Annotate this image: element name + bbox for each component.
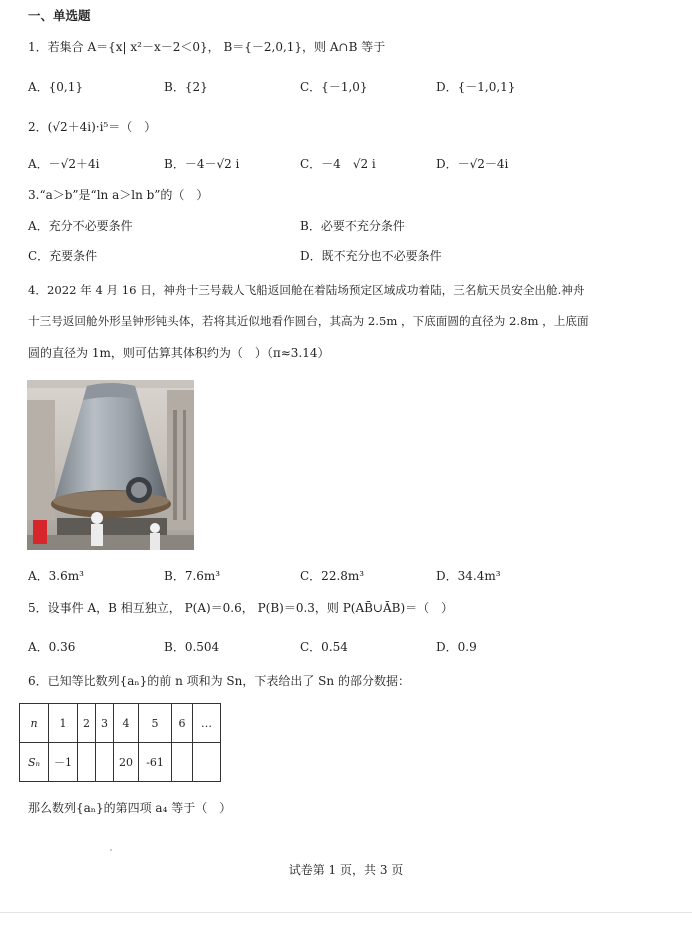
question-5-option-c: C．0.54 (300, 640, 348, 654)
table-cell: -61 (139, 743, 172, 782)
sequence-data-table (19, 703, 221, 782)
table-cell (193, 743, 221, 782)
section-title: 一、单选题 (28, 8, 91, 23)
stray-mark (110, 849, 112, 851)
table-row (20, 704, 221, 743)
question-4-option-a: A．3.6m³ (28, 569, 84, 583)
question-2-option-b: B．－4－√2 i (164, 157, 240, 171)
table-cell: n (20, 704, 49, 743)
table-cell (172, 743, 193, 782)
question-3-option-d: D．既不充分也不必要条件 (300, 249, 442, 263)
question-2-option-a: A．－√2＋4i (28, 157, 100, 171)
question-5-option-a: A．0.36 (28, 640, 76, 654)
table-cell: 1 (49, 704, 78, 743)
question-4-option-b: B．7.6m³ (164, 569, 221, 583)
question-4-stem-line-2: 十三号返回舱外形呈钟形钝头体，若将其近似地看作圆台，其高为 2.5m ，下底面圆的直径为 2.8m ，上底面 (28, 314, 589, 328)
return-capsule-photo (27, 380, 194, 550)
question-6-stem: 6．已知等比数列{aₙ}的前 n 项和为 Sn，下表给出了 Sn 的部分数据： (28, 674, 410, 688)
question-4-option-d: D．34.4m³ (436, 569, 501, 583)
table-cell: 3 (96, 704, 114, 743)
question-1-option-c: C．{－1,0} (300, 80, 368, 94)
divider (0, 912, 692, 913)
question-6-followup: 那么数列{aₙ}的第四项 a₄ 等于（ ） (28, 801, 232, 815)
table-cell: 20 (114, 743, 139, 782)
question-2-option-d: D．－√2－4i (436, 157, 509, 171)
question-5-option-d: D．0.9 (436, 640, 477, 654)
question-5-stem: 5．设事件 A，B 相互独立， P(A)＝0.6， P(B)＝0.3，则 P(AB̄∪ĀB)＝（ ） (28, 601, 454, 615)
table-cell: … (193, 704, 221, 743)
table-cell (96, 743, 114, 782)
question-3-stem: 3.“a＞b”是“ln a＞ln b”的（ ） (28, 188, 209, 202)
table-cell: 5 (139, 704, 172, 743)
question-2-stem: 2．(√2＋4i)·i⁵＝（ ） (28, 120, 157, 134)
question-5-option-b: B．0.504 (164, 640, 220, 654)
question-4-stem-line-3: 圆的直径为 1m，则可估算其体积约为（ ）（π≈3.14） (28, 346, 330, 360)
table-cell: 2 (78, 704, 96, 743)
question-4-option-c: C．22.8m³ (300, 569, 365, 583)
table-cell: －1 (49, 743, 78, 782)
question-1-stem: 1．若集合 A＝{x| x²－x－2＜0}， B＝{－2,0,1}，则 A∩B 等于 (28, 40, 386, 54)
table-cell: 6 (172, 704, 193, 743)
question-1-option-d: D．{－1,0,1} (436, 80, 516, 94)
page-footer: 试卷第 1 页，共 3 页 (288, 863, 404, 877)
table-row (20, 743, 221, 782)
table-cell: 4 (114, 704, 139, 743)
question-2-option-c: C．－4 √2 i (300, 157, 376, 171)
table-cell: Sₙ (20, 743, 49, 782)
question-4-stem-line-1: 4．2022 年 4 月 16 日，神舟十三号载人飞船返回舱在着陆场预定区域成功着陆，三名航天员安全出舱.神舟 (28, 283, 585, 297)
question-3-option-c: C．充要条件 (28, 249, 98, 263)
table-cell (78, 743, 96, 782)
question-3-option-a: A．充分不必要条件 (28, 219, 133, 233)
question-1-option-a: A．{0,1} (28, 80, 84, 94)
question-1-option-b: B．{2} (164, 80, 208, 94)
question-3-option-b: B．必要不充分条件 (300, 219, 405, 233)
